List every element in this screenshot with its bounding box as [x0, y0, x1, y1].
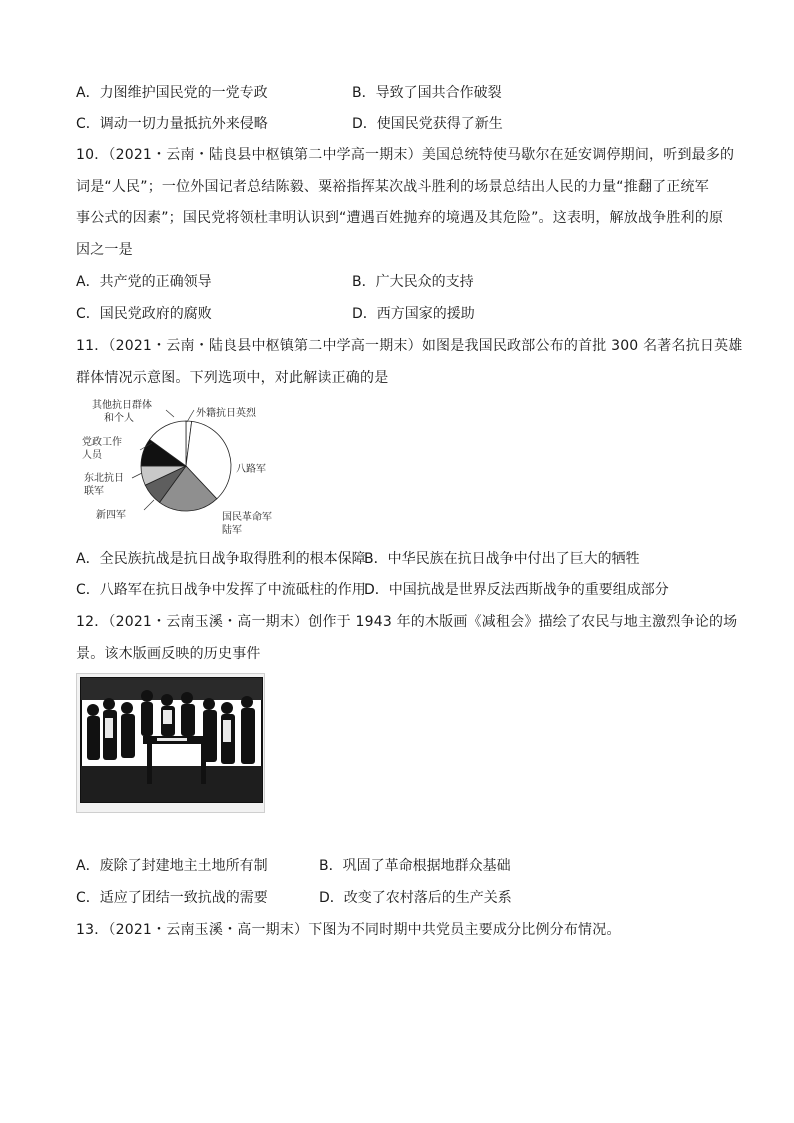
- q10-stem-line-3: 事公式的因素”；国民党将领杜聿明认识到“遭遇百姓抛弃的境遇及其危险”。这表明，解放战争胜利的原: [76, 210, 724, 226]
- q12-option-c[interactable]: C．适应了团结一致抗战的需要: [76, 890, 268, 906]
- q9-option-b[interactable]: B．导致了国共合作破裂: [352, 85, 502, 101]
- q12-option-d[interactable]: D．改变了农村落后的生产关系: [319, 890, 512, 906]
- q12-option-a[interactable]: A．废除了封建地主土地所有制: [76, 858, 268, 874]
- leader-line-xinsi: [144, 500, 154, 510]
- leader-line-dongbei: [132, 473, 142, 478]
- q10-stem-line-1: 10．（2021・云南・陆良县中枢镇第二中学高一期末）美国总统特使马歇尔在延安调停期间，听到最多的: [76, 147, 735, 163]
- q12-stem-line-1: 12．（2021・云南玉溪・高一期末）创作于 1943 年的木版画《减租会》描绘了农民与地主激烈争论的场: [76, 614, 738, 630]
- pie-label-balu: 八路军: [236, 464, 266, 475]
- q10-option-c[interactable]: C．国民党政府的腐败: [76, 306, 212, 322]
- leader-line-waiji: [187, 410, 194, 422]
- pie-label-qita-1: 其他抗日群体: [92, 400, 152, 411]
- q10-stem-line-2: 词是“人民”；一位外国记者总结陈毅、粟裕指挥某次战斗胜利的场景总结出人民的力量“推翻了正统军: [76, 179, 709, 195]
- q9-option-a[interactable]: A．力图维护国民党的一党专政: [76, 85, 268, 101]
- q10-option-a[interactable]: A．共产党的正确领导: [76, 274, 212, 290]
- q11-option-d[interactable]: D．中国抗战是世界反法西斯战争的重要组成部分: [364, 582, 669, 598]
- q11-stem-line-2: 群体情况示意图。下列选项中，对此解读正确的是: [76, 370, 389, 386]
- q10-option-d[interactable]: D．西方国家的援助: [352, 306, 475, 322]
- leader-line-qita: [166, 410, 174, 417]
- pie-label-xinsi: 新四军: [96, 510, 126, 521]
- pie-label-dongbei-1: 东北抗日: [84, 473, 124, 484]
- q12-option-b[interactable]: B．巩固了革命根据地群众基础: [319, 858, 511, 874]
- q12-stem-line-2: 景。该木版画反映的历史事件: [76, 646, 261, 662]
- q9-option-c[interactable]: C．调动一切力量抵抗外来侵略: [76, 116, 268, 132]
- pie-label-guomin-1: 国民革命军: [222, 512, 272, 523]
- q10-option-b[interactable]: B．广大民众的支持: [352, 274, 474, 290]
- pie-label-dangzheng-1: 党政工作: [82, 437, 122, 448]
- q11-option-c[interactable]: C．八路军在抗日战争中发挥了中流砥柱的作用: [76, 582, 366, 598]
- q9-option-d[interactable]: D．使国民党获得了新生: [352, 116, 503, 132]
- q13-stem: 13．（2021・云南玉溪・高一期末）下图为不同时期中共党员主要成分比例分布情况。: [76, 922, 621, 938]
- pie-label-waiji: 外籍抗日英烈: [196, 408, 256, 419]
- pie-label-dangzheng-2: 人员: [82, 450, 102, 461]
- q10-stem-line-4: 因之一是: [76, 242, 133, 258]
- woodcut-print-image: [76, 673, 265, 813]
- q11-option-b[interactable]: B．中华民族在抗日战争中付出了巨大的牺牲: [364, 551, 640, 567]
- q11-stem-line-1: 11．（2021・云南・陆良县中枢镇第二中学高一期末）如图是我国民政部公布的首批 300 名著名抗日英雄: [76, 338, 743, 354]
- pie-label-dongbei-2: 联军: [84, 486, 104, 497]
- hero-groups-pie-chart: [76, 396, 296, 542]
- pie-label-guomin-2: 陆军: [222, 525, 242, 536]
- pie-label-qita-2: 和个人: [104, 413, 134, 424]
- q11-option-a[interactable]: A．全民族抗战是抗日战争取得胜利的根本保障: [76, 551, 366, 567]
